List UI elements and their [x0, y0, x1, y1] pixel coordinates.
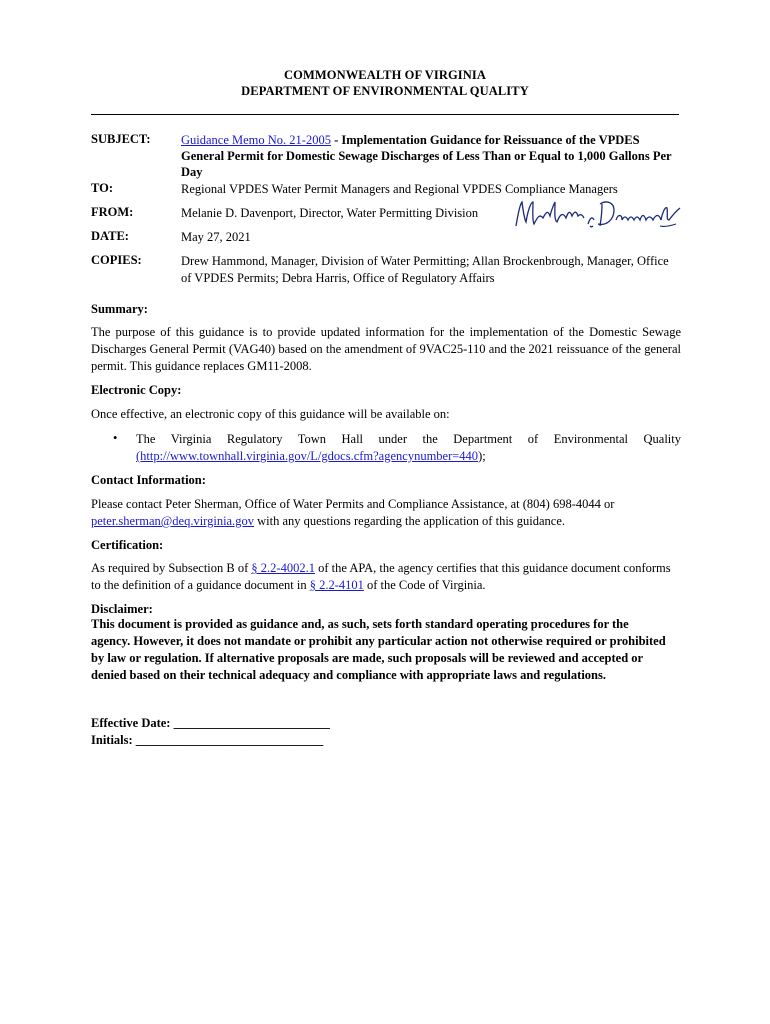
- signature-caption: Melanie D. Davenport: [510, 196, 519, 197]
- contact-text: [91, 496, 681, 530]
- summary-heading: Summary:: [91, 302, 148, 316]
- electronic-copy-heading: Electronic Copy:: [91, 383, 182, 397]
- subject-title: - Implementation Guidance for Reissuance of the VPDES General Permit for Domestic Sewage Discharges of Less Than or Equal to 1,000 Gallons Per Day: [181, 133, 672, 179]
- contact-text-before: Please contact Peter Sherman, Office of Water Permits and Compliance Assistance, at (804) 698-4044 or: [91, 497, 615, 511]
- header-line-2: DEPARTMENT OF ENVIRONMENTAL QUALITY: [241, 84, 529, 98]
- disclaimer-text: This document is provided as guidance and, as such, sets forth standard operating procedures for the agency. However, it does not mandate or prohibit any particular action not otherwise required or prohibited by law or regulation. If alternative proposals are made, such proposals will be reviewed and accepted or denied based on their technical adequacy and compliance with appropriate laws and regulations.: [91, 617, 666, 682]
- copies-label: COPIES:: [91, 253, 142, 267]
- electronic-copy-intro: Once effective, an electronic copy of this guidance will be available on:: [91, 407, 450, 421]
- apa-section-link[interactable]: § 2.2-4002.1: [251, 561, 315, 575]
- contact-email-link[interactable]: peter.sherman@deq.virginia.gov: [91, 514, 254, 528]
- town-hall-text: The Virginia Regulatory Town Hall under the Department of Environmental Quality: [136, 432, 681, 446]
- certification-t2: of the APA, the agency certifies that this guidance document conforms to the definition of a guidance document in: [91, 561, 671, 592]
- town-hall-end: );: [478, 449, 486, 463]
- signature-image: [510, 196, 682, 232]
- code-section-link[interactable]: § 2.2-4101: [309, 578, 364, 592]
- from-label: FROM:: [91, 205, 134, 219]
- initials-field: Initials: ______________________________: [91, 733, 324, 747]
- to-label: TO:: [91, 181, 113, 195]
- date-value: May 27, 2021: [181, 230, 251, 244]
- certification-heading: Certification:: [91, 538, 164, 552]
- effective-date-field: Effective Date: _________________________: [91, 716, 330, 730]
- certification-t3: of the Code of Virginia.: [363, 578, 486, 592]
- bullet-marker: •: [113, 431, 118, 445]
- disclaimer-heading: Disclaimer:: [91, 602, 153, 616]
- certification-t1: As required by Subsection B of: [91, 561, 252, 575]
- contact-heading: Contact Information:: [91, 473, 206, 487]
- copies-value: Drew Hammond, Manager, Division of Water Permitting; Allan Brockenbrough, Manager, Office of VPDES Permits; Debra Harris, Office of Regulatory Affairs: [181, 254, 669, 285]
- certification-text: [91, 560, 681, 594]
- town-hall-link[interactable]: (http://www.townhall.virginia.gov/L/gdocs.cfm?agencynumber=440: [136, 449, 479, 463]
- summary-text: The purpose of this guidance is to provide updated information for the implementation of the Domestic Sewage Discharges General Permit (VAG40) based on the amendment of 9VAC25-110 and the 2021 reissuance of the general permit. This guidance replaces GM11-2008.: [91, 325, 681, 373]
- header-divider: [91, 114, 679, 115]
- guidance-memo-link[interactable]: Guidance Memo No. 21-2005: [181, 133, 331, 147]
- contact-text-after: with any questions regarding the application of this guidance.: [253, 514, 566, 528]
- to-value: Regional VPDES Water Permit Managers and Regional VPDES Compliance Managers: [181, 182, 618, 196]
- town-hall-bullet: [136, 431, 681, 465]
- date-label: DATE:: [91, 229, 129, 243]
- subject-label: SUBJECT:: [91, 132, 151, 146]
- from-value: Melanie D. Davenport, Director, Water Permitting Division: [181, 206, 479, 220]
- subject-value: [181, 132, 681, 180]
- header-line-1: COMMONWEALTH OF VIRGINIA: [284, 68, 486, 82]
